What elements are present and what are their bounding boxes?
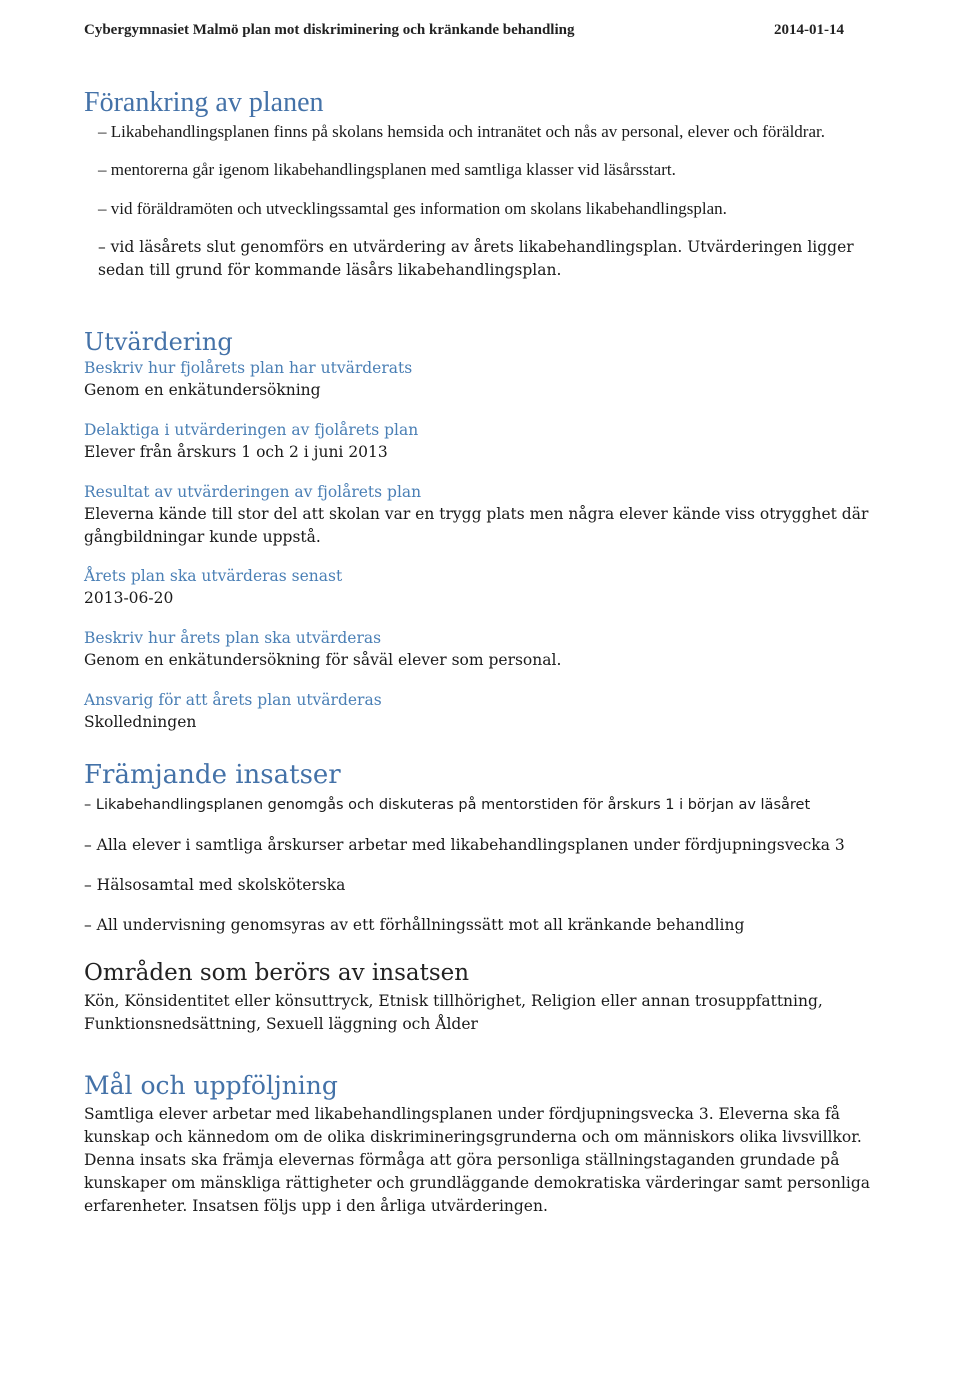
- utvardering-text: Skolledningen: [84, 713, 197, 731]
- section-utvardering: [84, 327, 884, 734]
- section-omraden: [84, 958, 884, 1036]
- header-title: Cybergymnasiet Malmö plan mot diskriminering och kränkande behandling: [84, 22, 575, 38]
- utvardering-label: Resultat av utvärderingen av fjolårets plan: [84, 483, 422, 501]
- utvardering-label: Beskriv hur fjolårets plan har utvärderats: [84, 359, 413, 377]
- heading-mal: Mål och uppföljning: [84, 1071, 338, 1100]
- utvardering-text: Genom en enkätundersökning: [84, 381, 321, 399]
- omraden-text: Kön, Könsidentitet eller könsuttryck, Etnisk tillhörighet, Religion eller annan trosuppfattning, Funktionsnedsättning, Sexuell läggning och Ålder: [84, 992, 823, 1033]
- utvardering-label: Delaktiga i utvärderingen av fjolårets plan: [84, 421, 419, 439]
- page-header: [84, 20, 844, 42]
- forankring-item: – mentorerna går igenom likabehandlingsplanen med samtliga klasser vid läsårsstart.: [98, 160, 676, 179]
- utvardering-label: Årets plan ska utvärderas senast: [84, 567, 343, 585]
- framjande-item: – All undervisning genomsyras av ett förhållningssätt mot all kränkande behandling: [84, 916, 745, 934]
- utvardering-text: Genom en enkätundersökning för såväl elever som personal.: [84, 651, 562, 669]
- mal-text: Samtliga elever arbetar med likabehandlingsplanen under fördjupningsvecka 3. Eleverna ska få kunskap och kännedom om de olika diskrimineringsgrunderna och om människors olika livsvillkor. Denna insats ska främja elevernas förmåga att göra personliga ställningstaganden grundade på kunskaper om mänskliga rättigheter och grundläggande demokratiska värderingar samt personliga erfarenheter. Insatsen följs upp i den årliga utvärderingen.: [84, 1105, 871, 1215]
- framjande-item: – Likabehandlingsplanen genomgås och diskuteras på mentorstiden för årskurs 1 i början av läsåret: [84, 797, 811, 813]
- utvardering-text: Eleverna kände till stor del att skolan var en trygg plats men några elever kände viss otrygghet där gångbildningar kunde uppstå.: [84, 505, 869, 546]
- section-mal: [84, 1071, 884, 1218]
- framjande-item: – Hälsosamtal med skolsköterska: [84, 876, 346, 894]
- heading-framjande: Främjande insatser: [84, 760, 341, 790]
- section-framjande: [84, 760, 884, 937]
- forankring-item: – vid läsårets slut genomförs en utvärdering av årets likabehandlingsplan. Utvärderingen ligger sedan till grund för kommande läsårs likabehandlingsplan.: [98, 238, 854, 279]
- utvardering-text: 2013-06-20: [84, 589, 174, 607]
- utvardering-label: Ansvarig för att årets plan utvärderas: [84, 691, 382, 709]
- header-date: 2014-01-14: [774, 22, 844, 38]
- framjande-item: – Alla elever i samtliga årskurser arbetar med likabehandlingsplanen under fördjupningsvecka 3: [84, 836, 845, 854]
- section-forankring: [84, 88, 884, 282]
- utvardering-label: Beskriv hur årets plan ska utvärderas: [84, 629, 382, 647]
- heading-omraden: Områden som berörs av insatsen: [84, 960, 470, 986]
- utvardering-text: Elever från årskurs 1 och 2 i juni 2013: [84, 443, 388, 461]
- forankring-item: – Likabehandlingsplanen finns på skolans hemsida och intranätet och nås av personal, elever och föräldrar.: [98, 122, 825, 141]
- forankring-item: – vid föräldramöten och utvecklingssamtal ges information om skolans likabehandlingsplan.: [98, 199, 727, 218]
- heading-forankring: Förankring av planen: [84, 87, 324, 118]
- heading-utvardering: Utvärdering: [84, 328, 233, 356]
